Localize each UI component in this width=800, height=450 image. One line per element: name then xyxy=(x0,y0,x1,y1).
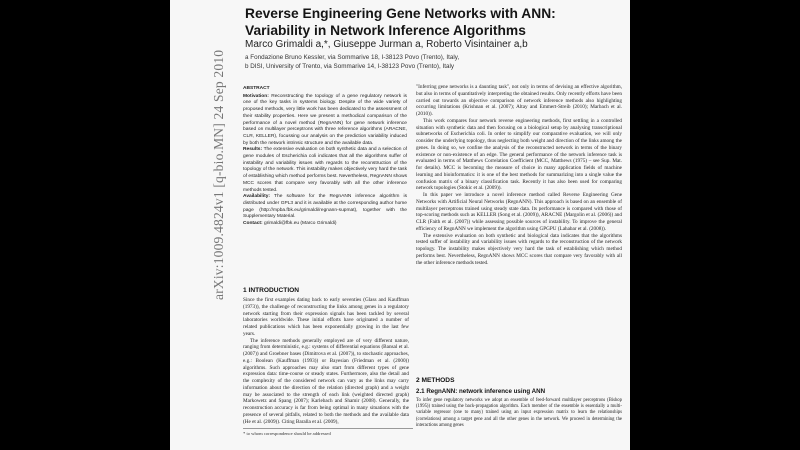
body-paragraph: In this paper we introduce a novel inference method called Reverse Engineering Gene Networks with Artificial Neural Networks (RegnANN). This approach is based on an ensemble of multilayer perceptrons trained using steady state data. Its performance is compared with those of top-scoring methods such as KELLER (Song et al. (2009)), ARACNE (Margolin et al. (2006)) and CLR (Faith et al. (2007)) while assessing possible sources of instability. To improve the general efficiency of RegnANN we implement the algorithm using GPGPU (Lahabar et al. (2008)). xyxy=(416,192,622,232)
body-paragraph: This work compares four network reverse engineering methods, first settling in a controlled situation with synthetic data and then focusing on a biological setup by analysing transcriptional subnetworks of Escherichia coli. In order to simplify our comparative evaluation, we will only consider the underlying topology, thus neglecting both weight and direction of the links among the genes. In doing so, we confine the analysis of the reconstructed network in terms of the binary existence or non-existence of an edge. The general performance of the network inference task is evaluated in terms of Matthews Correlation Coefficient (MCC, Matthews (1975) – see Sup. Mat. for details). MCC is becoming the measure of choice in many application fields of machine learning and bioinformatics: it is one of the best methods for summarizing into a single value the confusion matrix of a binary classification task. Recently it has also been used for comparing network topologies (Stokic et al. (2009)). xyxy=(416,117,622,192)
body-paragraph: The extensive evaluation on both synthetic and biological data indicates that the algorithms tested suffer of instability and variability issues with regards to the reconstruction of the network topology. The instability makes objectively very hard the task of establishing which method performs best. Nevertheless, RegnANN shows MCC scores that compare very favorably with all the other inference methods tested. xyxy=(416,232,622,266)
abstract-heading: ABSTRACT xyxy=(243,86,270,91)
regnann-subsection-heading: 2.1 RegnANN: network inference using ANN xyxy=(416,388,546,395)
methods-body xyxy=(416,398,622,429)
results-text: The extensive evaluation on both synthetic data and a selection of gene modules of Escherichia coli indicates that all the algorithms suffer of instability and variability issues with regards to the reconstruction of the topology of the network. This instability makes objectively very hard the task of establishing which method performs best. Nevertheless, RegnANN shows MCC scores that compare very favorably with all the other inference methods tested. xyxy=(243,147,407,193)
intro-paragraph: The inference methods generally employed are of very different nature, ranging from deterministic, e.g.: systems of differential equations (Bansal et al. (2007)) and Groebner bases (Dimitrova et al. (2007)), to stochastic approaches, e.g.: Boolean (Kauffman (1993)) or Bayesian (Friedman et al. (2000)) algorithms. Such approaches may also start from different types of gene expression data: time-course or steady states. Furthermore, also the detail and the complexity of the considered network can vary as the links may carry information about the direction of the relation (directed graph) and a weight may be associated to the strength of each link (weighted directed graph) Markowetz and Spang (2007); Karlebach and Shamir (2008). Generally, the reconstruction accuracy is far from being optimal in many situations with the presence of several pitfalls, related to both the methods and the available data (He et al. (2009)). Citing Baralla et al. (2009), xyxy=(243,337,409,425)
abstract xyxy=(243,86,407,228)
methods-paragraph: To infer gene regulatory networks we adopt an ensemble of feed-forward multilayer perceptrons (Bishop (1995)) trained using the back-propagation algorithm. Each member of the ensemble is essentially a multi-variable regressor (one to many) trained using an input expression matrix to learn the relationships (correlations) among a target gene and all the other genes in the network. We proceed in determining the interactions among genes xyxy=(416,398,622,428)
title-line-2: Variability in Network Inference Algorithms xyxy=(245,23,526,38)
footnote: * to whom correspondence should be addressed xyxy=(243,428,413,436)
introduction-heading: 1 INTRODUCTION xyxy=(243,287,300,294)
contact-text: grimaldi@fbk.eu (Marco Grimaldi) xyxy=(264,221,337,227)
motivation-text: Reconstructing the topology of a gene regulatory network is one of the key tasks in systems biology. Despite of the wide variety of proposed methods, very little work has been dedicated to the assessment of their stability properties. Here we present a methodical comparison of the performance of a novel method (RegnANN) for gene network inference based on multilayer perceptrons with three reference algorithms (ARACNE, CLR, KELLER), focussing our analysis on the prediction variability induced by both the network intrinsic structure and the available data. xyxy=(243,93,407,146)
introduction-body xyxy=(243,297,409,425)
affiliation-b: b DISI, University of Trento, via Sommarive 14, I-38123 Povo (Trento), Italy xyxy=(245,63,455,70)
motivation-label: Motivation: xyxy=(243,93,269,99)
body-paragraph: "Inferring gene networks is a daunting task", not only in terms of devising an effective algorithm, but also in terms of quantitatively interpreting the obtained results. Only recently efforts have been carried out towards an objective comparison of network inference methods also highlighting occurring limitations (Krishnan et al. (2007); Altay and Emmert-Streib (2010); Marbach et al. (2010)). xyxy=(416,84,622,117)
title-line-1: Reverse Engineering Gene Networks with ANN: xyxy=(245,6,556,21)
availability-text: The software for the RegnANN inference algorithm is distributed under GPL3 and it is available at the corresponding author home page (http://mpba.fbk.eu/grimaldi/regnann-supmat), together with the Supplementary Material. xyxy=(243,194,407,220)
paper-title xyxy=(245,5,625,39)
arxiv-stamp: arXiv:1009.4824v1 [q-bio.MN] 24 Sep 2010 xyxy=(211,49,226,300)
methods-heading: 2 METHODS xyxy=(416,377,455,384)
intro-paragraph: Since the first examples dating back to early seventies (Glass and Kauffman (1973)), the challenge of reconstructing the links among genes in a regulatory network starting from their expression signals has been tackled by several laboratories worldwide. These initial efforts have originated a number of related publications which has been exponentially growing in the last few years. xyxy=(243,297,409,337)
results-label: Results: xyxy=(243,147,263,153)
contact-label: Contact: xyxy=(243,221,263,227)
authors: Marco Grimaldi a,*, Giuseppe Jurman a, Roberto Visintainer a,b xyxy=(245,39,528,50)
availability-label: Availability: xyxy=(243,194,271,200)
right-column-body xyxy=(416,84,622,266)
affiliation-a: a Fondazione Bruno Kessler, via Sommarive 18, I-38123 Povo (Trento), Italy, xyxy=(245,54,460,61)
